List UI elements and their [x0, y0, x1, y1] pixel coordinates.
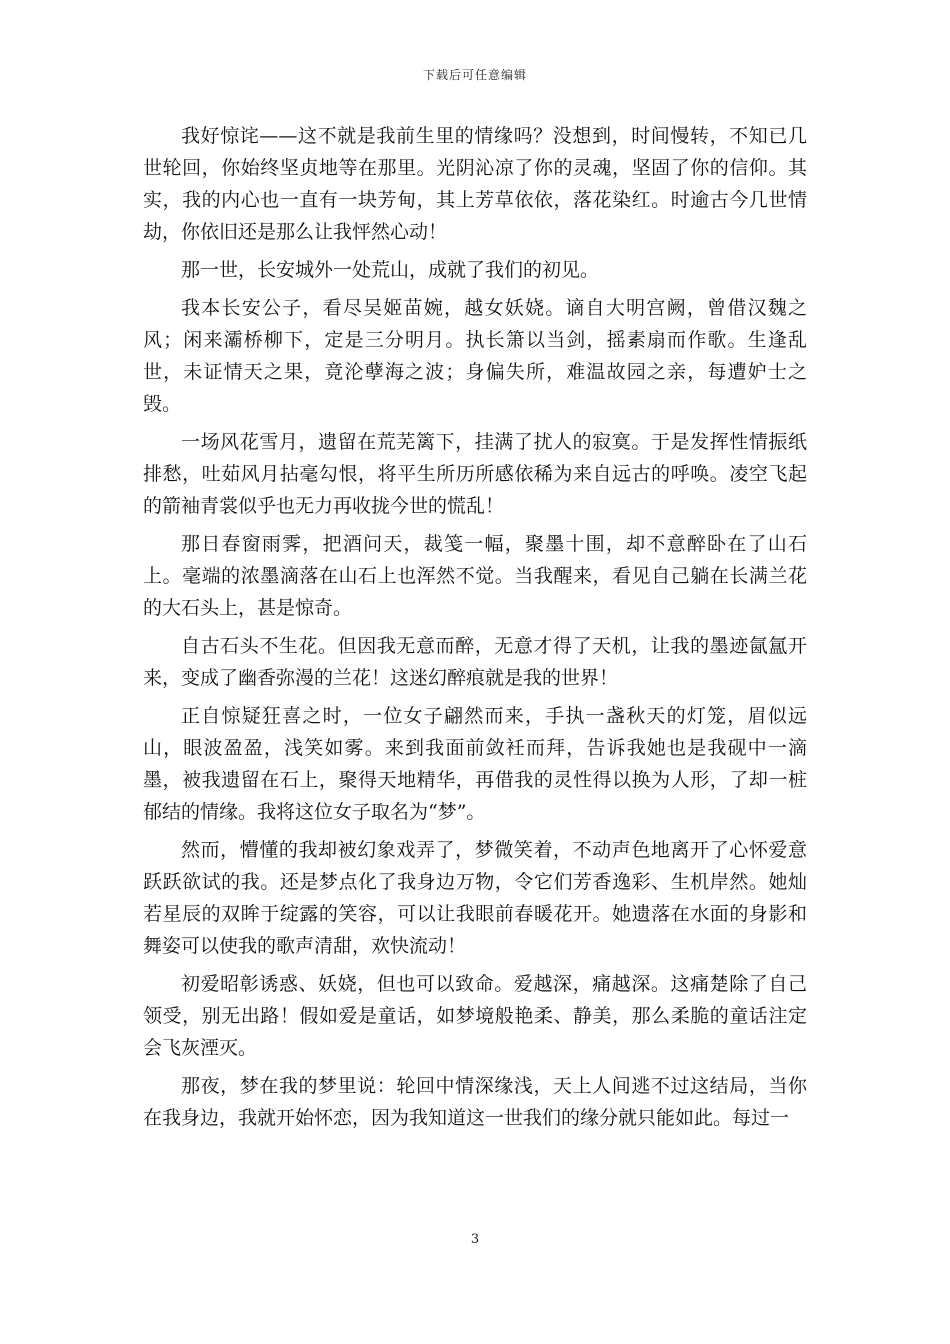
page-header: 下载后可任意编辑: [422, 68, 527, 82]
paragraph: 自古石头不生花。但因我无意而醉，无意才得了天机，让我的墨迹氤氲开来，变成了幽香弥漫的兰花！这迷幻醉痕就是我的世界！: [143, 635, 807, 689]
paragraph: 我好惊诧——这不就是我前生里的情缘吗？没想到，时间慢转，不知已几世轮回，你始终坚贞地等在那里。光阴沁凉了你的灵魂，坚固了你的信仰。其实，我的内心也一直有一块芳甸，其上芳草依依，落花染红。时逾古今几世情劫，你依旧还是那么让我怦然心动！: [143, 125, 807, 243]
paragraph: 那夜，梦在我的梦里说：轮回中情深缘浅，天上人间逃不过这结局，当你在我身边，我就开始怀恋，因为我知道这一世我们的缘分就只能如此。每过一: [143, 1075, 807, 1129]
paragraph: 正自惊疑狂喜之时，一位女子翩然而来，手执一盏秋天的灯笼，眉似远山，眼波盈盈，浅笑如雾。来到我面前敛衽而拜，告诉我她也是我砚中一滴墨，被我遗留在石上，聚得天地精华，再借我的灵性得以换为人形，了却一桩郁结的情缘。我将这位女子取名为“梦”。: [143, 705, 807, 823]
paragraph: 那一世，长安城外一处荒山，成就了我们的初见。: [181, 259, 600, 281]
paragraph: 一场风花雪月，遗留在荒芜篱下，挂满了扰人的寂寞。于是发挥性情振纸排愁，吐茹风月拈毫勾恨，将平生所历所感依稀为来自远古的呼唤。凌空飞起的箭袖青裳似乎也无力再收拢今世的慌乱！: [143, 431, 807, 517]
paragraph: 那日春窗雨霁，把酒问天，裁笺一幅，聚墨十围，却不意醉卧在了山石上。毫端的浓墨滴落在山石上也浑然不觉。当我醒来，看见自己躺在长满兰花的大石头上，甚是惊奇。: [143, 533, 807, 619]
page-number: 3: [470, 1232, 480, 1247]
paragraph: 初爱昭彰诱惑、妖娆，但也可以致命。爱越深，痛越深。这痛楚除了自己领受，别无出路！假如爱是童话，如梦境般艳柔、静美，那么柔脆的童话注定会飞灰湮灭。: [143, 973, 807, 1059]
document-body: [143, 120, 807, 1140]
paragraph: 我本长安公子，看尽吴姬苗婉，越女妖娆。谪自大明宫阙，曾借汉魏之风；闲来灞桥柳下，定是三分明月。执长箫以当剑，摇素扇而作歌。生逢乱世，未证情天之果，竟沦孽海之波；身偏失所，难温故园之亲，每遭妒士之毁。: [143, 297, 807, 415]
paragraph: 然而，懵懂的我却被幻象戏弄了，梦微笑着，不动声色地离开了心怀爱意跃跃欲试的我。还是梦点化了我身边万物，令它们芳香逸彩、生机岸然。她灿若星辰的双眸于绽露的笑容，可以让我眼前春暖花开。她遗落在水面的身影和舞姿可以使我的歌声清甜，欢快流动！: [143, 839, 807, 957]
